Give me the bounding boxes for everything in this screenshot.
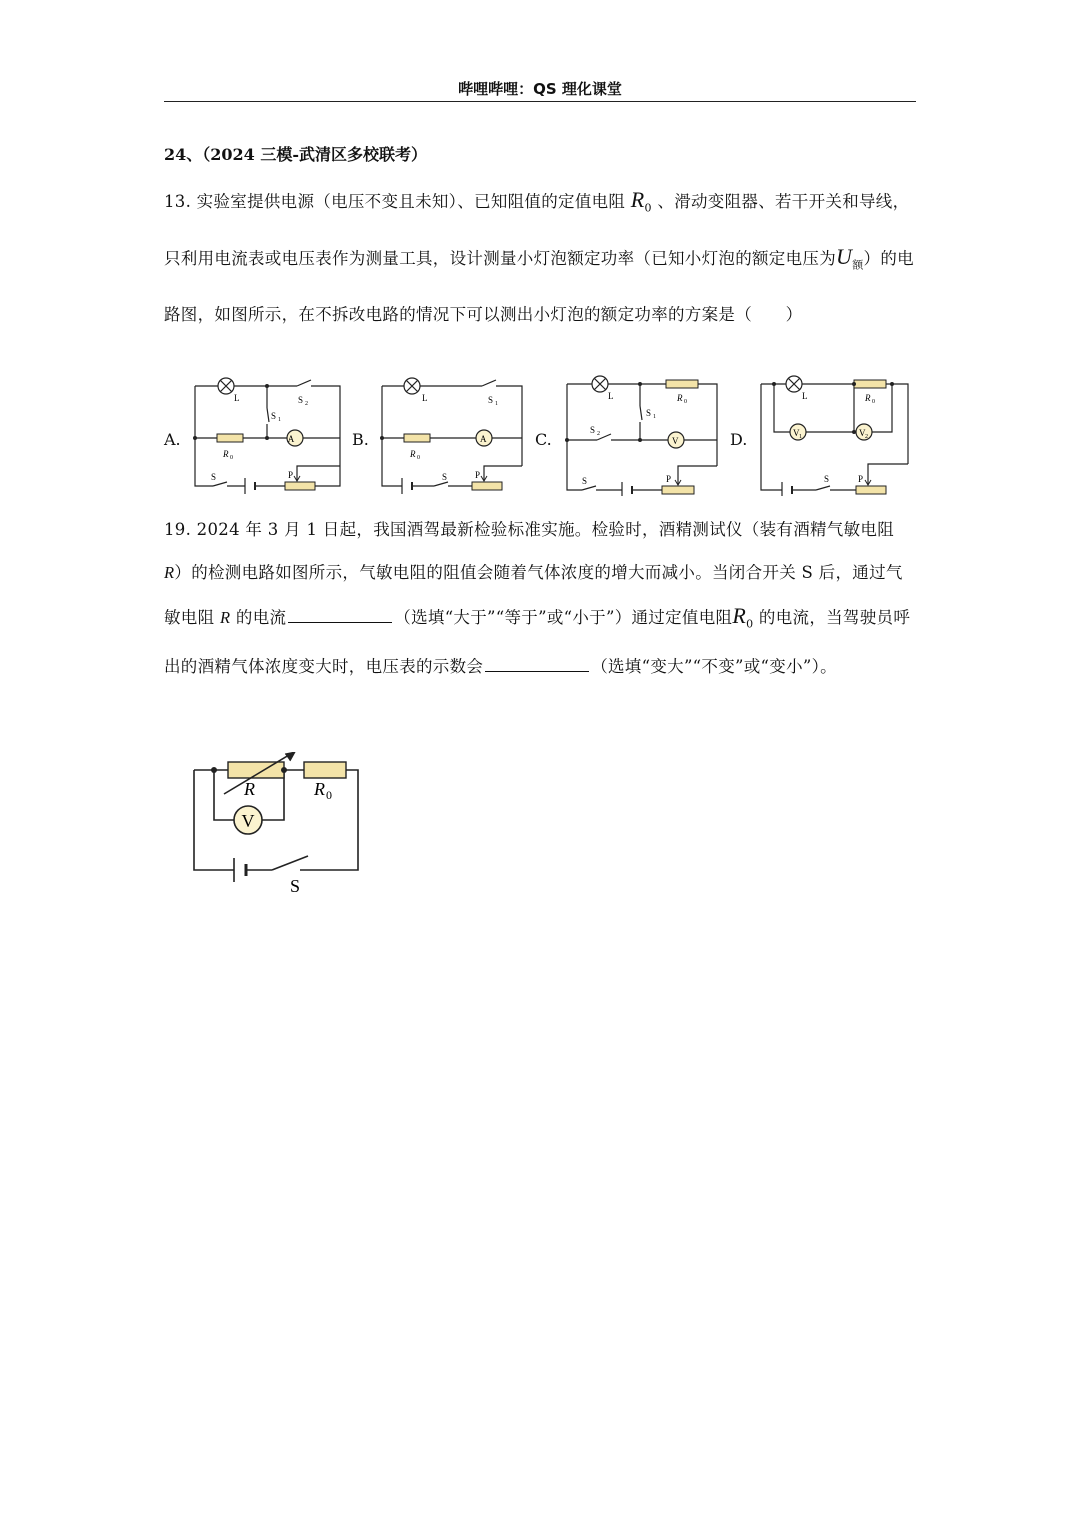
switch-s-b-label: S [442, 472, 448, 482]
lamp-a-label: L [234, 393, 240, 403]
lamp-b-label: L [422, 393, 428, 403]
q19-text-2: ）的检测电路如图所示，气敏电阻的阻值会随着气体浓度的增大而减小。当闭合开关 S 后，通过气敏电阻 [164, 563, 903, 627]
voltmeter-v1-label: V [793, 428, 800, 438]
circuit-diagram-d [758, 372, 914, 496]
q13-text-2: 、滑动变阻器、若干开关和导线，只利用电流表或电压表作为测量工具，设计测量小灯泡额定功率（已知小灯泡的额定电压为 [164, 192, 910, 269]
voltmeter-q19-label: V [241, 811, 255, 831]
q13-text-3: ）的电路图，如图所示，在不拆改电路的情况下可以测出小灯泡的额定功率的方案是（ ） [164, 249, 914, 324]
q19-text-5: 的电流，当驾驶员呼出的酒精气体浓度变大时，电压表的示数会 [164, 608, 911, 677]
question-19 [164, 508, 916, 688]
q19-r0-symbol: R [732, 603, 747, 628]
option-b-label: B. [352, 430, 369, 449]
q19-text-6: （选填“变大”“不变”或“变小”）。 [591, 657, 837, 677]
voltmeter-c-label: V [672, 436, 679, 446]
switch-s2-a-sub: 2 [305, 401, 308, 407]
q13-r0-symbol: R [630, 187, 645, 212]
circuit-diagram-b [372, 374, 532, 496]
section-title: 24、（2024 三模-武清区多校联考） [164, 145, 428, 164]
q19-r-symbol-2: R [219, 608, 231, 627]
r0-c-sub: 0 [684, 399, 687, 405]
circuit-diagram-q19 [188, 752, 368, 902]
slider-p-b-label: P [475, 470, 481, 480]
header-rule [164, 101, 916, 102]
q13-r0-sub: 0 [644, 201, 652, 215]
switch-s-q19-label: S [290, 876, 301, 896]
switch-s-a-label: S [211, 472, 217, 482]
question-13 [164, 175, 916, 339]
switch-s-c-label: S [582, 476, 588, 486]
r0-c-label: R [677, 393, 683, 403]
r0-b-sub: 0 [417, 455, 420, 461]
r0-d-label: R [865, 393, 871, 403]
r0-d-sub: 0 [872, 399, 875, 405]
r0-b-label: R [410, 449, 416, 459]
switch-s1-b-sub: 1 [495, 401, 498, 407]
switch-s1-c-label: S [646, 408, 652, 418]
ammeter-b-label: A [480, 434, 487, 444]
r0-a-sub: 0 [230, 455, 233, 461]
lamp-c-label: L [608, 391, 614, 401]
answer-blank-1[interactable] [288, 608, 392, 623]
r0-a-label: R [223, 449, 229, 459]
switch-s2-c-sub: 2 [597, 431, 600, 437]
slider-p-a-label: P [288, 470, 294, 480]
r-q19-label: R [244, 779, 255, 799]
slider-p-c-label: P [666, 474, 672, 484]
switch-s2-a-label: S [298, 395, 304, 405]
answer-blank-2[interactable] [485, 657, 589, 672]
switch-s1-a-sub: 1 [278, 417, 281, 423]
option-a-label: A. [164, 430, 181, 449]
page-header: 哔哩哔哩：QS 理化课堂 [458, 80, 622, 98]
voltmeter-v1-sub: 1 [799, 434, 802, 440]
q19-r-symbol-1: R [164, 563, 175, 582]
switch-s1-b-label: S [488, 395, 494, 405]
voltmeter-v2-sub: 2 [865, 434, 868, 440]
q19-r0-sub: 0 [746, 617, 754, 631]
q19-text-4: （选填“大于”“等于”或“小于”）通过定值电阻 [394, 608, 733, 627]
switch-s-d-label: S [824, 474, 830, 484]
q19-text-3: 的电流 [235, 608, 287, 627]
switch-s1-c-sub: 1 [653, 414, 656, 420]
option-d-label: D. [730, 430, 748, 449]
switch-s1-a-label: S [271, 411, 277, 421]
lamp-d-label: L [802, 391, 808, 401]
q13-u-sub: 额 [852, 258, 864, 272]
circuit-diagram-c [562, 370, 722, 496]
q13-u-symbol: U [836, 244, 853, 270]
voltmeter-v2-label: V [859, 428, 866, 438]
q13-text-1: 13. 实验室提供电源（电压不变且未知）、已知阻值的定值电阻 [164, 192, 626, 211]
slider-p-d-label: P [858, 474, 864, 484]
circuit-diagram-a [185, 374, 345, 496]
option-c-label: C. [535, 430, 552, 449]
switch-s2-c-label: S [590, 425, 596, 435]
r0-q19-label: R [314, 779, 325, 799]
q19-text-1: 19. 2024 年 3 月 1 日起，我国酒驾最新检验标准实施。检验时，酒精测试仪（装有酒精气敏电阻 [164, 520, 894, 539]
ammeter-a-label: A [287, 434, 295, 444]
r0-q19-sub: 0 [326, 788, 332, 802]
